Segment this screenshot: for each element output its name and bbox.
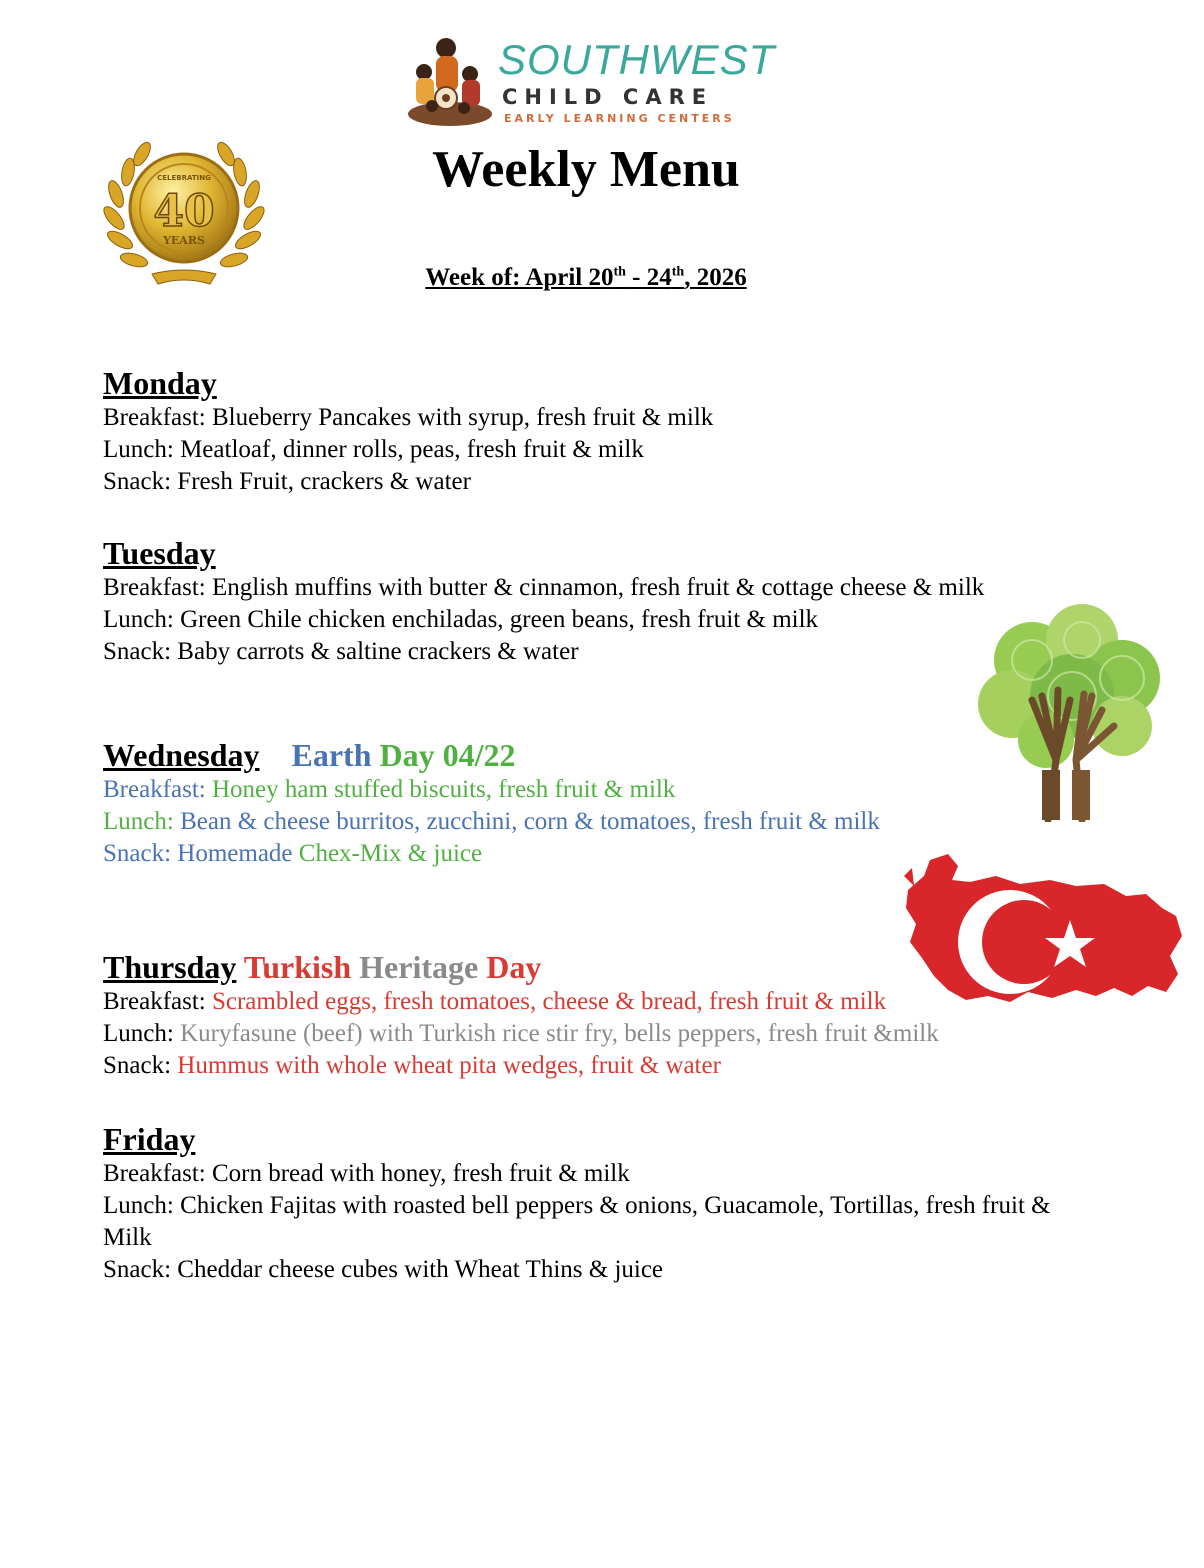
- theme-day: Day: [486, 949, 542, 985]
- week-sup-1: th: [613, 264, 626, 280]
- svg-text:YEARS: YEARS: [163, 234, 205, 247]
- week-range: [0, 264, 1172, 292]
- snack-line: Snack: Baby carrots & saltine crackers & water: [103, 638, 579, 665]
- week-suffix: , 2026: [684, 264, 747, 291]
- theme-day: Day 04/22: [379, 737, 516, 773]
- day-friday: [103, 1120, 1063, 1286]
- theme-turkish: Turkish: [243, 949, 352, 985]
- theme-heritage: Heritage: [359, 949, 479, 985]
- day-name: Monday: [103, 365, 217, 401]
- day-monday: [103, 364, 1063, 498]
- lunch-line: Lunch: Kuryfasune (beef) with Turkish rice stir fry, bells peppers, fresh fruit &milk: [103, 1020, 939, 1047]
- lunch-line: Lunch: Bean & cheese burritos, zucchini, corn & tomatoes, fresh fruit & milk: [103, 808, 880, 835]
- breakfast-line: Breakfast: Blueberry Pancakes with syrup, fresh fruit & milk: [103, 404, 714, 431]
- snack-line: Snack: Homemade Chex-Mix & juice: [103, 840, 483, 867]
- snack-line: Snack: Fresh Fruit, crackers & water: [103, 468, 471, 495]
- day-tuesday: [103, 534, 1063, 668]
- snack-line: Snack: Hummus with whole wheat pita wedges, fruit & water: [103, 1052, 721, 1079]
- week-sup-2: th: [671, 264, 685, 280]
- logo-line-3: EARLY LEARNING CENTERS: [504, 112, 735, 125]
- day-thursday: [103, 948, 1063, 1082]
- breakfast-line: Breakfast: English muffins with butter & cinnamon, fresh fruit & cottage cheese & milk: [103, 574, 985, 601]
- svg-text:40: 40: [153, 186, 215, 237]
- brand-logo: [406, 34, 778, 130]
- breakfast-line: Breakfast: Honey ham stuffed biscuits, fresh fruit & milk: [103, 776, 676, 803]
- page-title: Weekly Menu: [432, 141, 740, 198]
- lunch-line: Lunch: Meatloaf, dinner rolls, peas, fresh fruit & milk: [103, 436, 644, 463]
- breakfast-line: Breakfast: Scrambled eggs, fresh tomatoes, cheese & bread, fresh fruit & milk: [103, 988, 887, 1015]
- lunch-line: Lunch: Green Chile chicken enchiladas, green beans, fresh fruit & milk: [103, 606, 819, 633]
- svg-text:CELEBRATING: CELEBRATING: [157, 174, 211, 182]
- day-name: Wednesday: [103, 737, 260, 773]
- snack-line: Snack: Cheddar cheese cubes with Wheat Thins & juice: [103, 1256, 664, 1283]
- logo-line-2: CHILD CARE: [502, 85, 714, 109]
- day-name: Tuesday: [103, 535, 216, 571]
- theme-earth: Earth: [291, 737, 372, 773]
- children-logo-icon: [406, 34, 492, 126]
- lunch-line: Lunch: Chicken Fajitas with roasted bell peppers & onions, Guacamole, Tortillas, fresh fruit & Milk: [103, 1192, 1051, 1251]
- logo-line-1: SOUTHWEST: [498, 36, 776, 83]
- day-name: Thursday: [103, 949, 237, 985]
- day-name: Friday: [103, 1121, 196, 1157]
- week-prefix: Week of: April 20: [425, 264, 614, 291]
- breakfast-line: Breakfast: Corn bread with honey, fresh fruit & milk: [103, 1160, 630, 1187]
- week-mid: - 24: [625, 264, 672, 291]
